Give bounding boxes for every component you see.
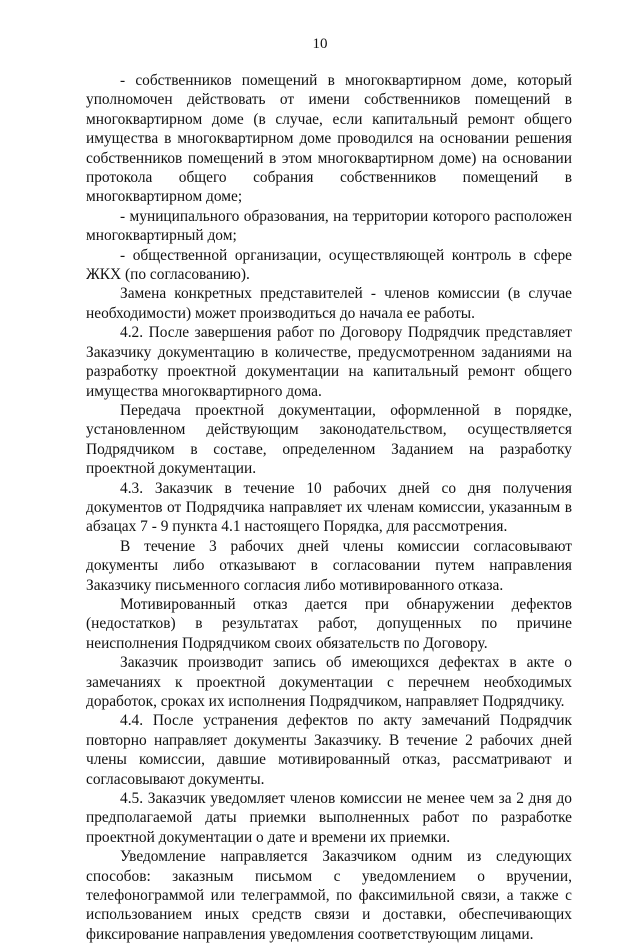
paragraph: В течение 3 рабочих дней члены комиссии согласовывают документы либо отказывают в согласовании путем направления Заказчику письменного согласия либо мотивированного отказа. bbox=[86, 537, 572, 594]
paragraph: Мотивированный отказ дается при обнаружении дефектов (недостатков) в результатах работ, допущенных по причине неисполнения Подрядчиком своих обязательств по Договору. bbox=[86, 595, 572, 652]
page-number: 10 bbox=[312, 36, 328, 52]
paragraph: Заказчик производит запись об имеющихся дефектах в акте о замечаниях к проектной документации с перечнем необходимых доработок, сроках их исполнения Подрядчиком, направляет Подрядчику. bbox=[86, 654, 572, 710]
paragraph: 4.5. Заказчик уведомляет членов комиссии не менее чем за 2 дня до предполагаемой даты приемки выполненных работ по разработке проектной документации о дате и времени их приемки. bbox=[86, 790, 572, 846]
paragraph: 4.2. После завершения работ по Договору Подрядчик представляет Заказчику документацию в количестве, предусмотренном заданиями на разработку проектной документации на капитальный ремонт общего имущества многоквартирного дома. bbox=[86, 324, 572, 400]
paragraph: - муниципального образования, на территории которого расположен многоквартирный дом; bbox=[86, 207, 572, 245]
paragraph: 4.3. Заказчик в течение 10 рабочих дней со дня получения документов от Подрядчика направляет их членам комиссии, указанным в абзацах 7 - 9 пункта 4.1 настоящего Порядка, для рассмотрения. bbox=[86, 479, 572, 536]
paragraph: - собственников помещений в многоквартирном доме, который уполномочен действовать от имени собственников помещений в многоквартирном доме (в случае, если капитальный ремонт общего имущества в многоквартирном доме проводился на основании решения собственников помещений в этом многоквартирном доме) на основании протокола общего собрания собственников помещений в многоквартирном доме; bbox=[86, 72, 572, 206]
paragraph: 4.4. После устранения дефектов по акту замечаний Подрядчик повторно направляет документы Заказчику. В течение 2 рабочих дней члены комиссии, давшие мотивированный отказ, рассматривают и согласовывают документы. bbox=[86, 712, 572, 788]
paragraph: - общественной организации, осуществляющей контроль в сфере ЖКХ (по согласованию). bbox=[86, 246, 572, 284]
document-body bbox=[86, 71, 572, 944]
paragraph: Уведомление направляется Заказчиком одним из следующих способов: заказным письмом с уведомлением о вручении, телефонограммой или телеграммой, по факсимильной связи, а также с использованием иных средств связи и доставки, обеспечивающих фиксирование направления уведомления соответствующим лицами. bbox=[86, 848, 572, 943]
paragraph: Замена конкретных представителей - членов комиссии (в случае необходимости) может производиться до начала ее работы. bbox=[86, 285, 572, 322]
paragraph: Передача проектной документации, оформленной в порядке, установленном действующим законодательством, осуществляется Подрядчиком в составе, определенном Заданием на разработку проектной документации. bbox=[86, 401, 572, 478]
